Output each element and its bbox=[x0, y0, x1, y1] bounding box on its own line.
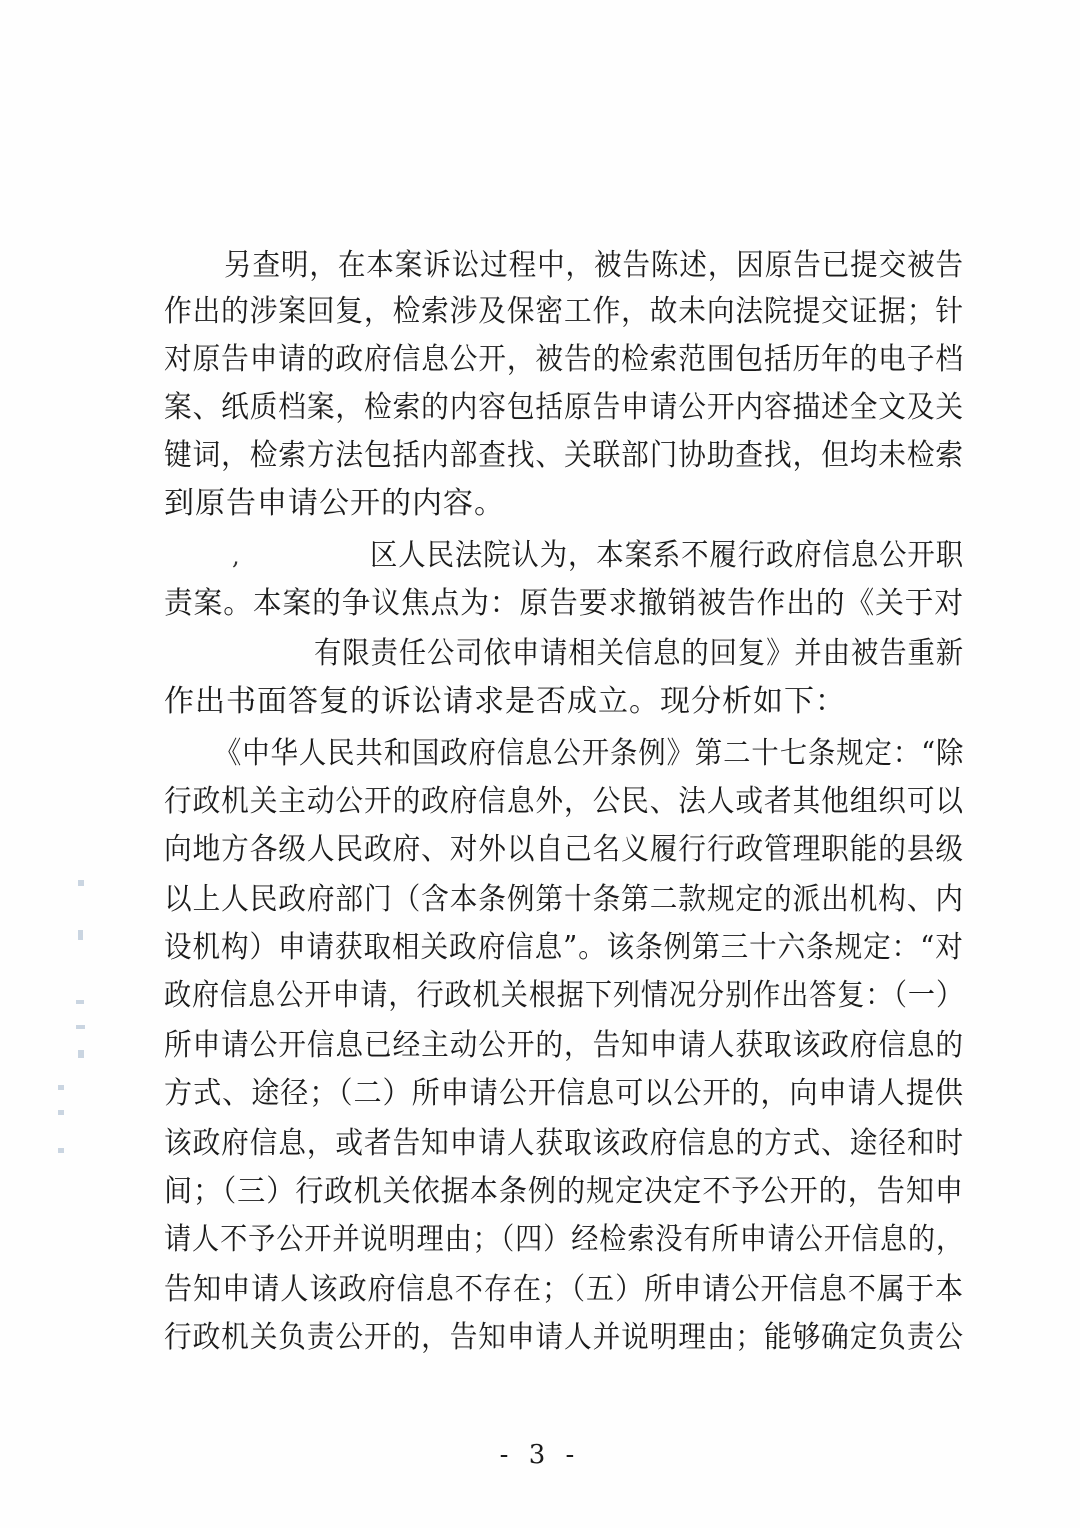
text-line-18: 方式、途径；（二）所申请公开信息可以公开的，向申请人提供 bbox=[164, 1076, 964, 1111]
text-line-12: 行政机关主动公开的政府信息外，公民、法人或者其他组织可以 bbox=[164, 784, 964, 819]
scan-mark bbox=[58, 1148, 64, 1153]
text-line-2: 作出的涉案回复，检索涉及保密工作，故未向法院提交证据；针 bbox=[164, 294, 964, 329]
page-number: - 3 - bbox=[499, 1440, 581, 1470]
text-line-4: 案、纸质档案，检索的内容包括原告申请公开内容描述全文及关 bbox=[164, 390, 964, 425]
text-line-21: 请人不予公开并说明理由；（四）经检索没有所申请公开信息的， bbox=[164, 1222, 964, 1257]
text-line-3: 对原告申请的政府信息公开，被告的检索范围包括历年的电子档 bbox=[164, 342, 964, 377]
text-line-19: 该政府信息，或者告知申请人获取该政府信息的方式、途径和时 bbox=[164, 1126, 964, 1161]
text-line-23: 行政机关负责公开的，告知申请人并说明理由；能够确定负责公 bbox=[164, 1320, 964, 1355]
text-line-8: 责案。本案的争议焦点为：原告要求撤销被告作出的《关于对 bbox=[164, 586, 964, 621]
scan-mark bbox=[76, 1025, 85, 1029]
scan-mark bbox=[78, 1050, 84, 1058]
text-line-14: 以上人民政府部门（含本条例第十条第二款规定的派出机构、内 bbox=[164, 882, 964, 917]
scan-mark bbox=[58, 1110, 64, 1115]
text-line-15: 设机构）申请获取相关政府信息”。该条例第三十六条规定：“对 bbox=[164, 930, 964, 965]
text-line-6: 到原告申请公开的内容。 bbox=[164, 486, 505, 521]
text-line-10: 作出书面答复的诉讼请求是否成立。现分析如下： bbox=[164, 684, 846, 719]
text-line-17: 所申请公开信息已经主动公开的，告知申请人获取该政府信息的 bbox=[164, 1028, 964, 1063]
text-line-9: 有限责任公司依申请相关信息的回复》并由被告重新 bbox=[314, 636, 964, 671]
text-line-7: 区人民法院认为，本案系不履行政府信息公开职 bbox=[370, 538, 964, 573]
text-line-13: 向地方各级人民政府、对外以自己名义履行行政管理职能的县级 bbox=[164, 832, 964, 867]
text-line-20: 间；（三）行政机关依据本条例的规定决定不予公开的，告知申 bbox=[164, 1174, 964, 1209]
text-line-16: 政府信息公开申请，行政机关根据下列情况分别作出答复：（一） bbox=[164, 978, 964, 1013]
text-line-22: 告知申请人该政府信息不存在；（五）所申请公开信息不属于本 bbox=[164, 1272, 964, 1307]
scan-mark bbox=[78, 880, 84, 886]
text-line-1: 另查明，在本案诉讼过程中，被告陈述，因原告已提交被告 bbox=[224, 248, 964, 283]
text-line-11: 《中华人民共和国政府信息公开条例》第二十七条规定：“除 bbox=[214, 736, 965, 771]
text-line-5: 键词，检索方法包括内部查找、关联部门协助查找，但均未检索 bbox=[164, 438, 964, 473]
scan-mark: , bbox=[232, 542, 240, 570]
scan-mark bbox=[78, 930, 83, 940]
scan-mark bbox=[76, 1000, 84, 1004]
scan-mark bbox=[58, 1085, 64, 1090]
